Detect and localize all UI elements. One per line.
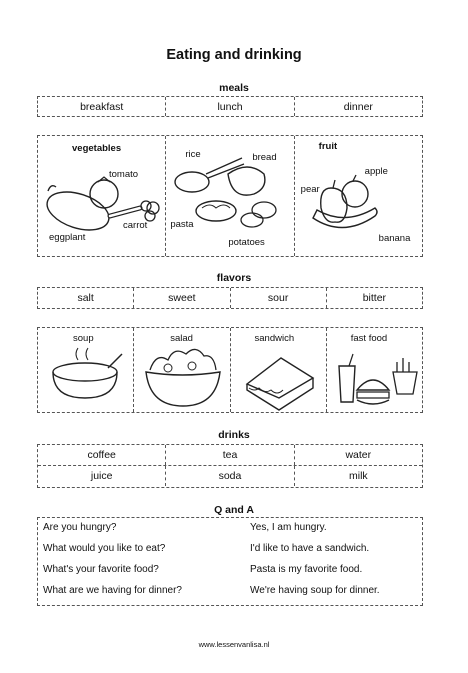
footer-url[interactable]: www.lessenvanlisa.nl <box>198 640 270 649</box>
food-label-rice: rice <box>185 149 201 160</box>
meal-item: dinner <box>294 97 422 116</box>
dish-label-sandwich: sandwich <box>254 333 295 344</box>
flavor-item: bitter <box>326 288 422 308</box>
qa-label: Q and A <box>214 504 254 516</box>
qa-answer: Yes, I am hungry. <box>250 522 327 533</box>
food-label-apple: apple <box>364 166 388 177</box>
drink-item: milk <box>294 466 422 486</box>
flavor-item: sour <box>230 288 326 308</box>
meal-item: breakfast <box>80 100 124 113</box>
salad-cell <box>133 328 229 412</box>
page-title: Eating and drinking <box>166 47 302 63</box>
food-label-eggplant: eggplant <box>49 232 86 243</box>
dish-label-fast-food: fast food <box>350 333 388 344</box>
qa-question: What would you like to eat? <box>43 543 166 554</box>
grains-cell <box>165 136 293 256</box>
flavor-item: salt <box>77 292 94 304</box>
qa-answer: We're having soup for dinner. <box>250 585 380 596</box>
drink-item: soda <box>165 466 293 486</box>
dish-label-soup: soup <box>73 333 94 344</box>
food-label-bread: bread <box>252 152 277 163</box>
qa-question: What are we having for dinner? <box>43 585 182 596</box>
dishes-panel <box>37 327 423 413</box>
food-label-tomato: tomato <box>109 169 139 180</box>
qa-question: Are you hungry? <box>43 522 117 533</box>
qa-answer: I'd like to have a sandwich. <box>250 543 370 554</box>
flavors-label: flavors <box>216 272 252 284</box>
fast-food-cell <box>326 328 422 412</box>
food-label-carrot: carrot <box>123 220 148 231</box>
food-label-pear: pear <box>300 184 320 195</box>
drink-item: water <box>294 445 422 465</box>
meals-label: meals <box>219 82 249 94</box>
qa-answer: Pasta is my favorite food. <box>250 564 363 575</box>
drinks-table <box>37 444 423 488</box>
food-label-banana: banana <box>378 233 411 244</box>
drink-item: juice <box>90 470 113 482</box>
drinks-label: drinks <box>218 429 250 441</box>
vegetables-heading: vegetables <box>72 143 122 154</box>
meal-item: lunch <box>165 97 293 116</box>
flavors-table <box>37 287 423 309</box>
drinks-row <box>38 466 422 486</box>
meals-table <box>37 96 423 117</box>
vegetables-cell <box>38 136 165 256</box>
qa-box <box>37 517 423 606</box>
food-label-potatoes: potatoes <box>228 237 265 248</box>
food-label-pasta: pasta <box>170 219 194 230</box>
flavor-item: sweet <box>133 288 229 308</box>
fruit-heading: fruit <box>318 141 338 152</box>
soup-cell <box>38 328 133 412</box>
drinks-row <box>38 445 422 466</box>
food-groups-panel <box>37 135 423 257</box>
drink-item: coffee <box>87 449 116 461</box>
drink-item: tea <box>165 445 293 465</box>
qa-question: What's your favorite food? <box>43 564 159 575</box>
dish-label-salad: salad <box>170 333 193 344</box>
sandwich-cell <box>230 328 326 412</box>
fruit-cell <box>294 136 422 256</box>
